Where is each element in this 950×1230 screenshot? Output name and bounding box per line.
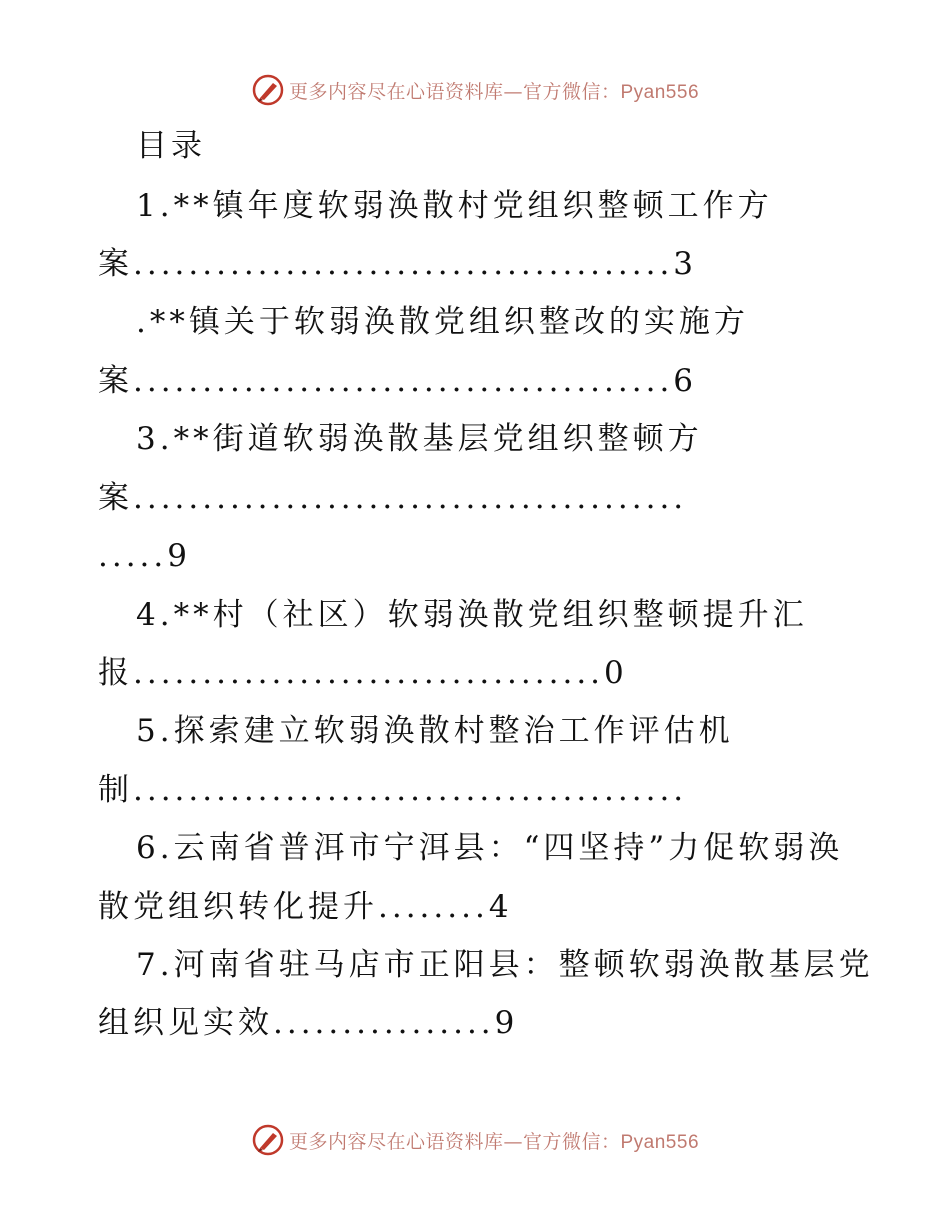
toc-line-15: 组织见实效................9	[98, 1005, 519, 1041]
toc-line-2: 案.......................................3	[98, 246, 698, 282]
toc-line-8: 4.**村（社区）软弱涣散党组织整顿提升汇	[136, 597, 808, 633]
toc-line-1: 1.**镇年度软弱涣散村党组织整顿工作方	[136, 188, 773, 224]
pen-logo-icon	[251, 73, 285, 107]
toc-title: 目录	[136, 128, 206, 164]
pen-logo-icon	[251, 1123, 285, 1157]
header-banner	[0, 70, 950, 110]
toc-line-10: 5.探索建立软弱涣散村整治工作评估机	[136, 713, 734, 749]
toc-line-7: .....9	[98, 538, 191, 574]
banner-text: 更多内容尽在心语资料库—官方微信：Pyan556	[288, 1130, 700, 1153]
toc-line-13: 散党组织转化提升........4	[98, 889, 513, 925]
wechat-id: Pyan556	[620, 81, 700, 103]
banner-text: 更多内容尽在心语资料库—官方微信：Pyan556	[288, 80, 700, 103]
footer-banner	[0, 1120, 950, 1160]
toc-line-12: 6.云南省普洱市宁洱县：“四坚持”力促软弱涣	[136, 830, 844, 866]
toc-line-6: 案........................................	[98, 480, 688, 516]
toc-line-5: 3.**街道软弱涣散基层党组织整顿方	[136, 421, 703, 457]
toc-line-4: 案.......................................6	[98, 363, 698, 399]
toc-line-3: .**镇关于软弱涣散党组织整改的实施方	[136, 304, 749, 340]
toc-line-9: 报..................................0	[98, 655, 628, 691]
toc-line-14: 7.河南省驻马店市正阳县：整顿软弱涣散基层党	[136, 947, 874, 983]
toc-line-11: 制........................................	[98, 772, 688, 808]
wechat-id: Pyan556	[620, 1131, 700, 1153]
